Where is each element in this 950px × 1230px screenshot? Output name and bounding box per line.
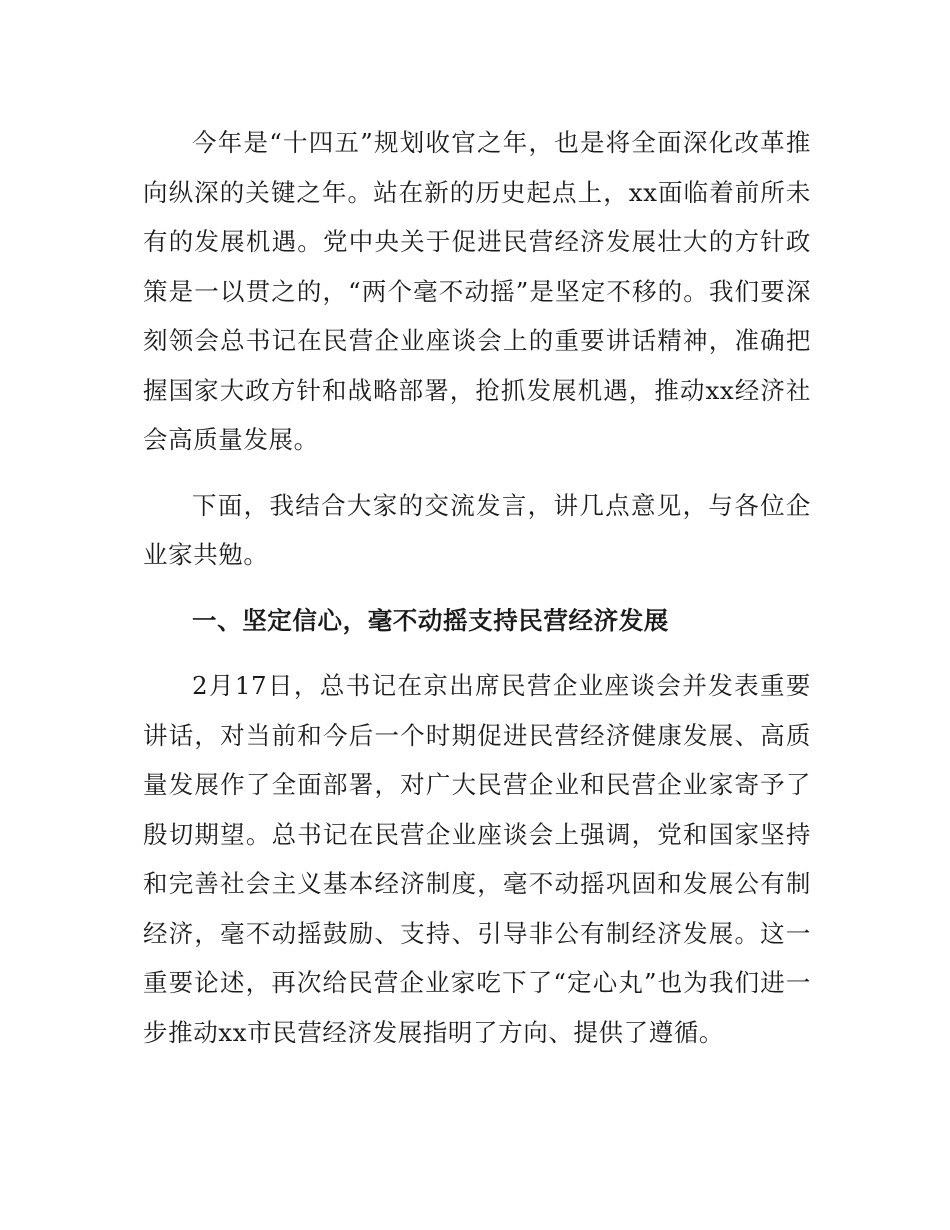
paragraph-spacer: [143, 645, 811, 661]
section-heading-1: 一、坚定信心，毫不动摇支持民营经济发展: [192, 605, 669, 635]
paragraph-intro: 今年是“十四五”规划收官之年，也是将全面深化改革推向纵深的关键之年。站在新的历史起点上，xx面临着前所未有的发展机遇。党中央关于促进民营经济发展壮大的方针政策是一以贯之的，“两个毫不动摇”是坚定不移的。我们要深刻领会总书记在民营企业座谈会上的重要讲话精神，准确把握国家大政方针和战略部署，抢抓发展机遇，推动xx经济社会高质量发展。: [143, 128, 811, 454]
paragraph-opening-remarks: 下面，我结合大家的交流发言，讲几点意见，与各位企业家共勉。: [143, 490, 811, 569]
paragraph-spacer: [143, 580, 811, 596]
paragraph-section-1-body: 2月17日，总书记在京出席民营企业座谈会并发表重要讲话，对当前和今后一个时期促进民营经济健康发展、高质量发展作了全面部署，对广大民营企业和民营企业家寄予了殷切期望。总书记在民营企业座谈会上强调，党和国家坚持和完善社会主义基本经济制度，毫不动摇巩固和发展公有制经济，毫不动摇鼓励、支持、引导非公有制经济发展。这一重要论述，再次给民营企业家吃下了“定心丸”也为我们进一步推动xx市民营经济发展指明了方向、提供了遵循。: [143, 671, 811, 1047]
paragraph-spacer: [143, 465, 811, 481]
document-page: [143, 118, 811, 1057]
